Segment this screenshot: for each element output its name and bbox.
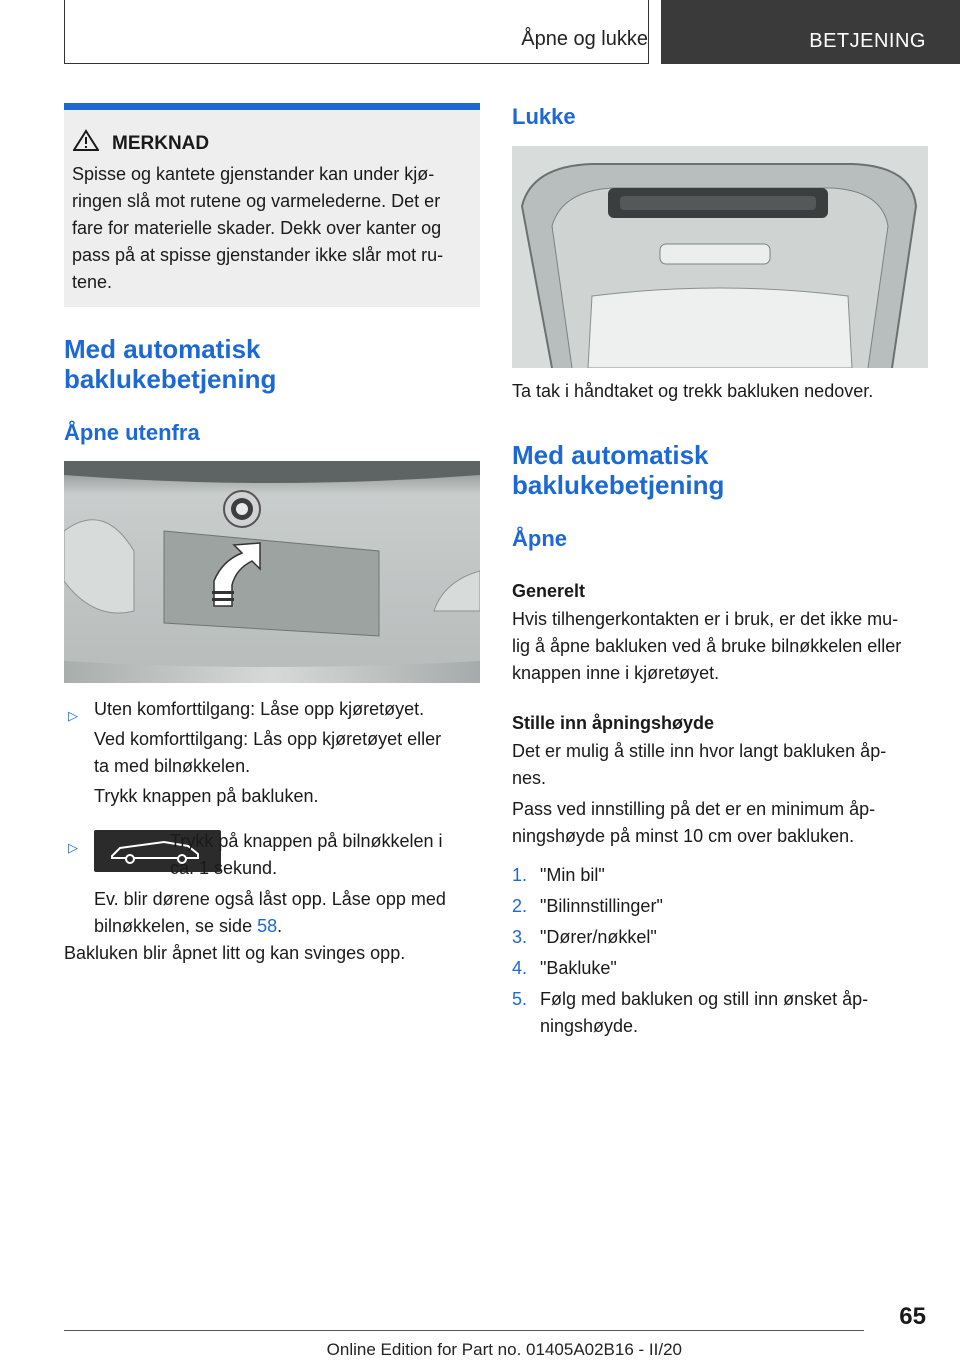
warning-icon (73, 129, 99, 151)
step-number: 5. (512, 989, 528, 1009)
text-line: Det er mulig å stille inn hvor langt bakluken åp- (512, 741, 887, 761)
list-item (512, 955, 932, 986)
bullet-text (170, 828, 442, 882)
bullet-triangle-icon: ▷ (68, 708, 78, 723)
text-line: knappen inne i kjøretøyet. (512, 663, 720, 683)
page-number: 65 (899, 1303, 926, 1330)
list-item (512, 893, 932, 924)
footer-divider (64, 1330, 864, 1331)
left-heading-automatic (64, 334, 276, 394)
general-text (512, 606, 932, 687)
bullet-text: Uten komforttilgang: Låse opp kjøretøyet. (94, 699, 425, 719)
step-text: "Bilinnstillinger" (540, 896, 663, 916)
bullet-text: ta med bilnøkkelen. (94, 756, 251, 776)
header-chapter-title: BETJENING (809, 30, 926, 52)
footer-edition: Online Edition for Part no. 01405A02B16 - II/20 (326, 1340, 682, 1359)
steps-list (512, 862, 932, 1040)
right-heading-automatic (512, 440, 724, 500)
bullet-sub (94, 726, 480, 780)
list-item (512, 862, 932, 893)
heading-line: Med automatisk (512, 440, 709, 470)
opening-height-text-1 (512, 738, 932, 792)
list-item (64, 696, 480, 810)
step-text: "Dører/nøkkel" (540, 927, 657, 947)
notice-text (72, 161, 472, 296)
tailgate-inside-image (512, 146, 928, 368)
list-item (512, 986, 932, 1040)
notice-line: tene. (72, 272, 113, 292)
bullet-list (64, 696, 480, 810)
page-link[interactable]: 58 (257, 916, 278, 936)
bullet-text: Trykk knappen på bakluken. (94, 786, 319, 806)
step-text-line: Følg med bakluken og still inn ønsket åp- (540, 989, 869, 1009)
right-heading-close: Lukke (512, 104, 576, 129)
sub-heading-general: Generelt (512, 581, 586, 601)
notice-line: pass på at spisse gjenstander ikke slår mot ru- (72, 245, 444, 265)
bullet-triangle-icon: ▷ (68, 840, 78, 855)
bullet-text: Ved komforttilgang: Lås opp kjøretøyet eller (94, 729, 442, 749)
text-line: ningshøyde på minst 10 cm over bakluken. (512, 826, 855, 846)
heading-line: baklukebetjening (512, 470, 725, 500)
text-line: nes. (512, 768, 547, 788)
right-heading-open: Åpne (512, 526, 567, 551)
step-text (540, 986, 868, 1040)
notice-line: Spisse og kantete gjenstander kan under kjø- (72, 164, 435, 184)
header-section-title: Åpne og lukke (521, 28, 648, 50)
text-span: bilnøkkelen, se side (94, 916, 258, 936)
text-span: . (277, 916, 283, 936)
notice-title: MERKNAD (112, 133, 210, 154)
step-number: 4. (512, 958, 528, 978)
step-text-line: ningshøyde. (540, 1016, 639, 1036)
bullet-text-line: ca. 1 sekund. (170, 858, 278, 878)
notice-line: ringen slå mot rutene og varmelederne. Det er (72, 191, 441, 211)
notice-line: fare for materielle skader. Dekk over kanter og (72, 218, 442, 238)
left-heading-open-outside: Åpne utenfra (64, 420, 200, 445)
bullet-text-line (94, 913, 484, 940)
text-line: Hvis tilhengerkontakten er i bruk, er det ikke mu- (512, 609, 899, 629)
step-number: 2. (512, 896, 528, 916)
step-text: "Min bil" (540, 865, 605, 885)
heading-line: baklukebetjening (64, 364, 277, 394)
step-number: 1. (512, 865, 528, 885)
left-closing-text: Bakluken blir åpnet litt og kan svinges opp. (64, 943, 406, 963)
car-tailgate-outside-image (64, 461, 480, 683)
bullet-text-line: Ev. blir dørene også låst opp. Låse opp med (94, 889, 446, 909)
sub-heading-opening-height: Stille inn åpningshøyde (512, 713, 715, 733)
opening-height-text-2 (512, 796, 932, 850)
right-close-text: Ta tak i håndtaket og trekk bakluken nedover. (512, 381, 874, 401)
step-text: "Bakluke" (540, 958, 617, 978)
text-line: lig å åpne bakluken ved å bruke bilnøkkelen eller (512, 636, 902, 656)
bullet-text-line: Trykk på knappen på bilnøkkelen i (170, 831, 443, 851)
text-line: Pass ved innstilling på det er en minimum åp- (512, 799, 876, 819)
heading-line: Med automatisk (64, 334, 261, 364)
list-item (512, 924, 932, 955)
step-number: 3. (512, 927, 528, 947)
bullet-sub (94, 886, 484, 940)
